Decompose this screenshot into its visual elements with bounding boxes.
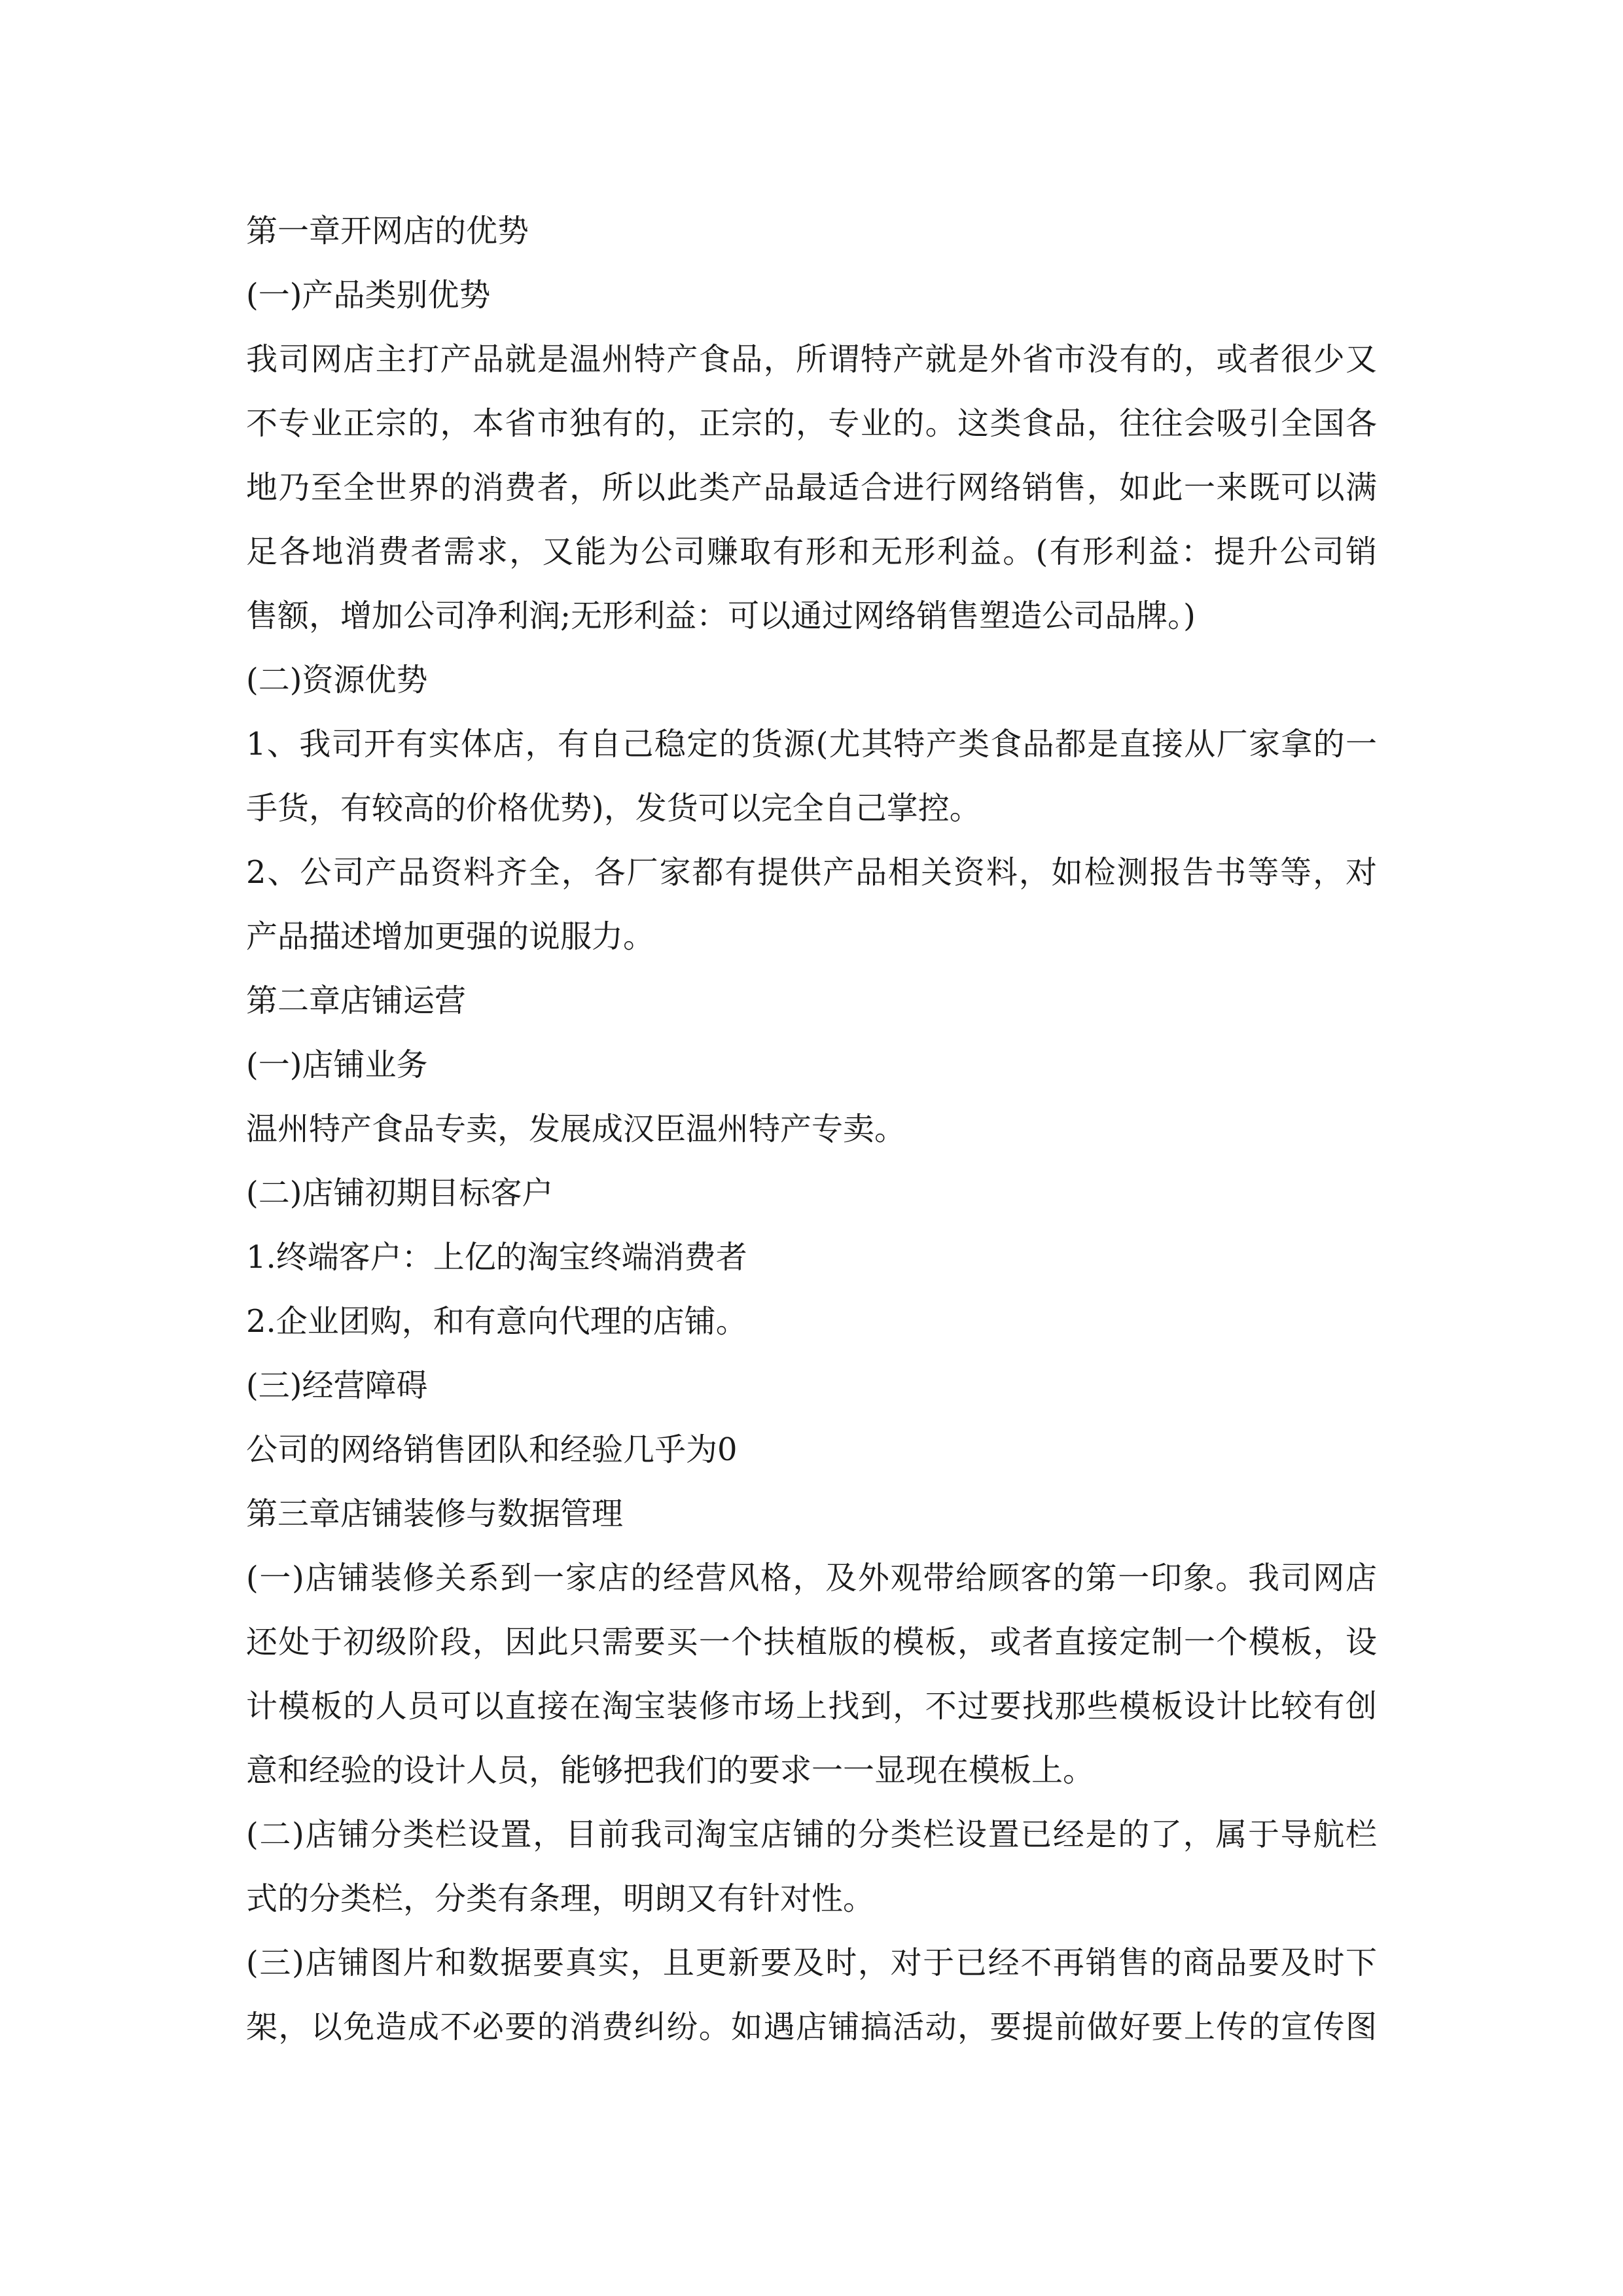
text-line: 第二章店铺运营 bbox=[246, 982, 467, 1019]
text-line: 我司网店主打产品就是温州特产食品，所谓特产就是外省市没有的，或者很少又 bbox=[246, 341, 1377, 378]
text-line: 不专业正宗的，本省市独有的，正宗的，专业的。这类食品，往往会吸引全国各 bbox=[246, 405, 1377, 442]
text-line: 温州特产食品专卖，发展成汉臣温州特产专卖。 bbox=[246, 1111, 906, 1147]
text-line: 地乃至全世界的消费者，所以此类产品最适合进行网络销售，如此一来既可以满 bbox=[246, 469, 1377, 506]
text-line: 架，以免造成不必要的消费纠纷。如遇店铺搞活动，要提前做好要上传的宣传图 bbox=[246, 2009, 1377, 2045]
text-line: 计模板的人员可以直接在淘宝装修市场上找到，不过要找那些模板设计比较有创 bbox=[246, 1688, 1377, 1725]
text-line: (一)产品类别优势 bbox=[246, 277, 491, 314]
text-line: (一)店铺装修关系到一家店的经营风格，及外观带给顾客的第一印象。我司网店 bbox=[246, 1560, 1377, 1596]
text-line: 公司的网络销售团队和经验几乎为0 bbox=[246, 1431, 738, 1468]
text-line: (一)店铺业务 bbox=[246, 1047, 428, 1083]
text-line: 售额，增加公司净利润;无形利益：可以通过网络销售塑造公司品牌。) bbox=[246, 598, 1196, 634]
text-line: (三)店铺图片和数据要真实，且更新要及时，对于已经不再销售的商品要及时下 bbox=[246, 1945, 1377, 1981]
text-line: (三)经营障碍 bbox=[246, 1367, 428, 1404]
text-line: 2、公司产品资料齐全，各厂家都有提供产品相关资料，如检测报告书等等，对 bbox=[246, 854, 1377, 891]
text-line: 2.企业团购，和有意向代理的店铺。 bbox=[246, 1303, 747, 1340]
text-line: 式的分类栏，分类有条理，明朗又有针对性。 bbox=[246, 1880, 875, 1917]
text-line: 1、我司开有实体店，有自己稳定的货源(尤其特产类食品都是直接从厂家拿的一 bbox=[246, 726, 1377, 762]
text-line: 第三章店铺装修与数据管理 bbox=[246, 1496, 624, 1532]
text-line: 意和经验的设计人员，能够把我们的要求一一显现在模板上。 bbox=[246, 1752, 1095, 1789]
text-line: (二)资源优势 bbox=[246, 662, 428, 698]
text-line: 1.终端客户：上亿的淘宝终端消费者 bbox=[246, 1239, 747, 1276]
text-line: (二)店铺初期目标客户 bbox=[246, 1175, 554, 1211]
text-line: 足各地消费者需求，又能为公司赚取有形和无形利益。(有形利益：提升公司销 bbox=[246, 533, 1377, 570]
text-line: 第一章开网店的优势 bbox=[246, 213, 529, 249]
text-line: 产品描述增加更强的说服力。 bbox=[246, 918, 655, 955]
text-line: 还处于初级阶段，因此只需要买一个扶植版的模板，或者直接定制一个模板，设 bbox=[246, 1624, 1377, 1660]
text-line: 手货，有较高的价格优势)，发货可以完全自己掌控。 bbox=[246, 790, 981, 827]
document-body bbox=[246, 199, 1377, 2059]
text-line: (二)店铺分类栏设置，目前我司淘宝店铺的分类栏设置已经是的了，属于导航栏 bbox=[246, 1816, 1377, 1853]
